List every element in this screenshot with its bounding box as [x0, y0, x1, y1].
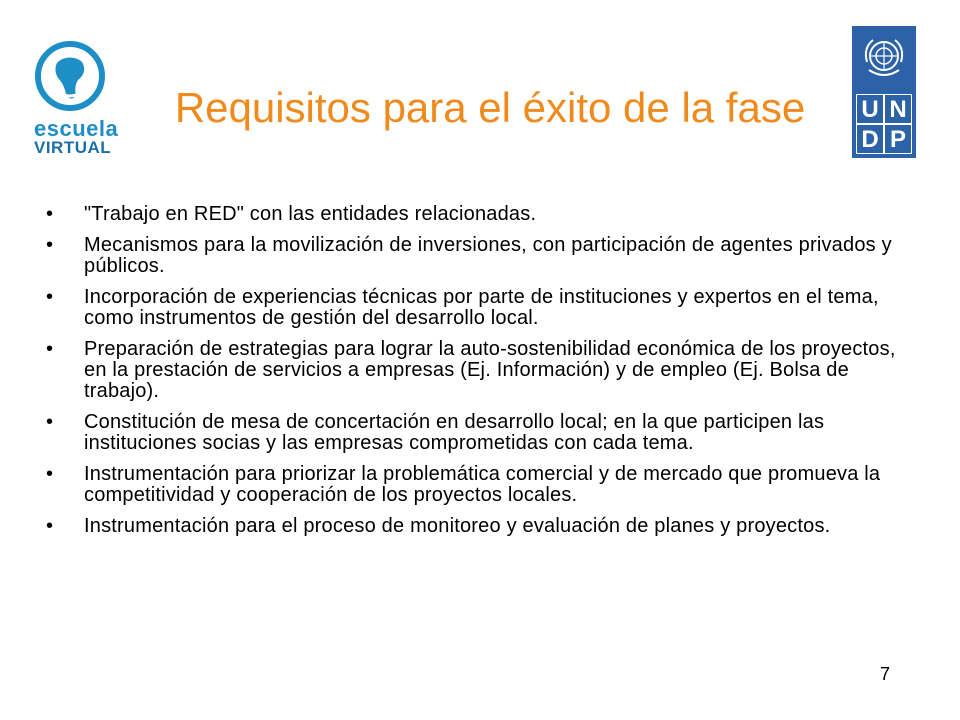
bullet-text: Preparación de estrategias para lograr la auto-sostenibilidad económica de los proyectos, en la prestación de servicios a empresas (Ej. Información) y de empleo (Ej. Bolsa de trabajo). [84, 338, 896, 402]
bullet-item [38, 412, 908, 454]
bullet-item [38, 464, 908, 506]
bullet-icon: • [46, 234, 54, 256]
un-emblem-icon [859, 32, 909, 82]
slide-title: Requisitos para el éxito de la fase [174, 84, 806, 131]
bullet-text: Mecanismos para la movilización de inversiones, con participación de agentes privados y públicos. [84, 234, 892, 277]
bullet-item [38, 516, 908, 537]
bullet-item [38, 235, 908, 277]
undp-letter-u: U [856, 94, 884, 124]
bullet-icon: • [46, 286, 54, 308]
bullet-icon: • [46, 338, 54, 360]
bullet-icon: • [46, 203, 54, 225]
bullet-icon: • [46, 515, 54, 537]
undp-letter-d: D [856, 124, 884, 154]
bullet-text: Instrumentación para el proceso de monitoreo y evaluación de planes y proyectos. [84, 515, 831, 537]
logo-text-escuela: escuela [34, 116, 119, 141]
bullet-item [38, 339, 908, 402]
escuela-virtual-logo [30, 38, 120, 158]
bullet-item [38, 204, 908, 225]
undp-logo [852, 26, 916, 158]
bullet-list [38, 204, 908, 547]
bullet-text: Constitución de mesa de concertación en desarrollo local; en la que participen las instituciones socias y las empresas comprometidas con cada tema. [84, 411, 825, 454]
undp-letter-p: P [884, 124, 912, 154]
logo-text-virtual: VIRTUAL [34, 138, 112, 157]
page-number: 7 [880, 664, 891, 684]
bullet-icon: • [46, 411, 54, 433]
bullet-icon: • [46, 463, 54, 485]
globe-icon [30, 38, 112, 116]
undp-letter-n: N [884, 94, 912, 124]
bullet-text: Incorporación de experiencias técnicas por parte de instituciones y expertos en el tema, como instrumentos de gestión del desarrollo local. [84, 286, 879, 329]
bullet-text: Instrumentación para priorizar la problemática comercial y de mercado que promueva la competitividad y cooperación de los proyectos locales. [84, 463, 881, 506]
bullet-text: "Trabajo en RED" con las entidades relacionadas. [84, 203, 537, 225]
bullet-item [38, 287, 908, 329]
